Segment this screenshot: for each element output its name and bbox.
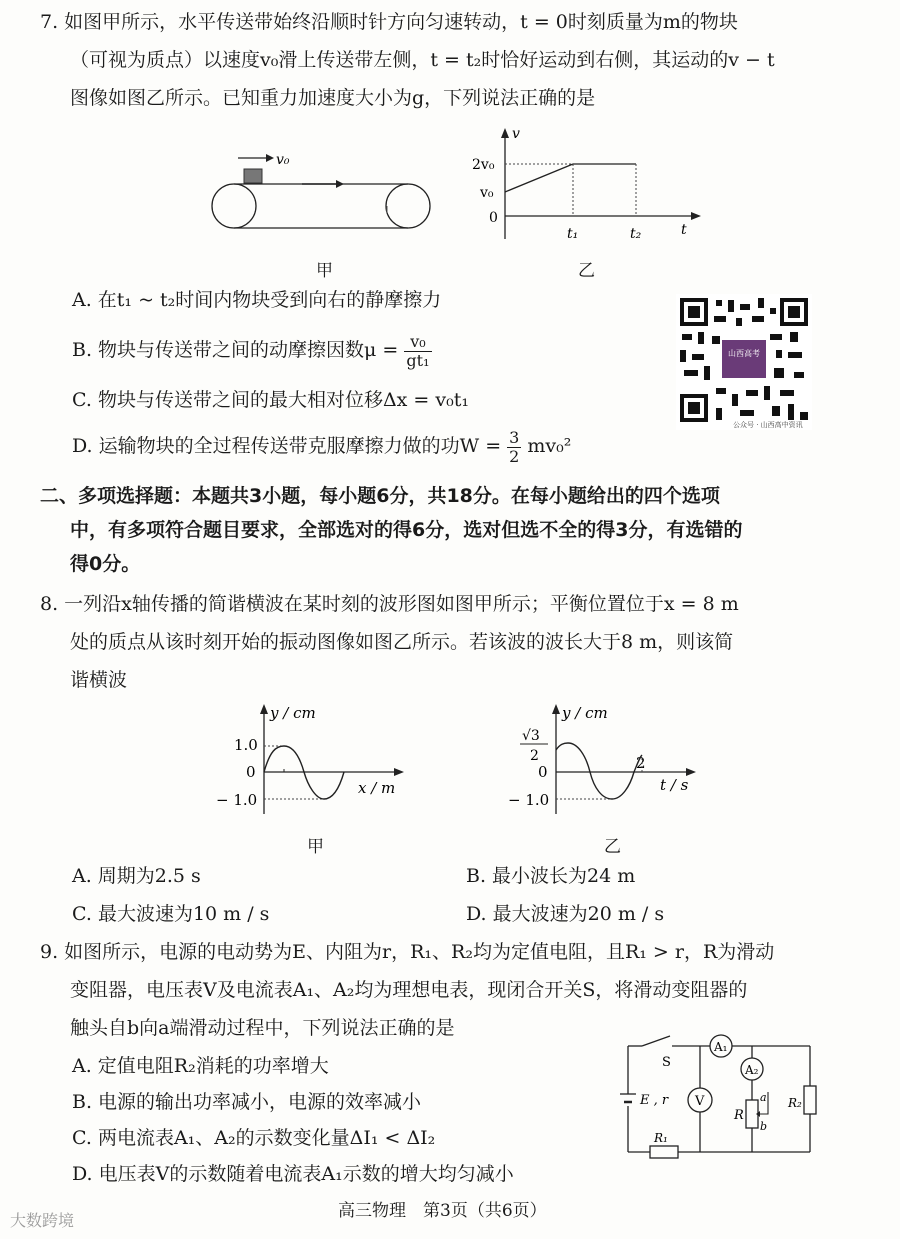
wave-y-pos-label: 1.0 xyxy=(234,736,258,754)
q9-stem-line3: 触头自b向a端滑动过程中，下列说法正确的是 xyxy=(70,1017,455,1039)
source-label: E , r xyxy=(640,1093,669,1108)
q8-fig-right-caption: 乙 xyxy=(604,837,621,857)
q7-option-a: A. 在t₁ ~ t₂时间内物块受到向右的静摩擦力 xyxy=(72,289,442,311)
q7-option-d-text: D. 运输物块的全过程传送带克服摩擦力做的功W = xyxy=(72,435,502,457)
section2-heading-line1: 二、多项选择题：本题共3小题，每小题6分，共18分。在每小题给出的四个选项 xyxy=(40,485,720,507)
q8-stem-line2: 处的质点从该时刻开始的振动图像如图乙所示。若该波的波长大于8 m，则该简 xyxy=(70,631,734,653)
qr-caption: 公众号 · 山西高中资讯 xyxy=(733,421,803,429)
q7-option-d-numerator: 3 xyxy=(509,427,520,447)
vibration-y-neg-label: − 1.0 xyxy=(508,791,550,809)
vibration-y-axis-label: y / cm xyxy=(562,704,608,722)
q7-fig-left-caption: 甲 xyxy=(316,261,333,281)
q9-option-b: B. 电源的输出功率减小，电源的效率减小 xyxy=(72,1091,422,1113)
wave-origin-label: 0 xyxy=(246,763,256,781)
block xyxy=(244,169,262,183)
q9-option-a: A. 定值电阻R₂消耗的功率增大 xyxy=(72,1055,329,1077)
v-axis-label: v xyxy=(512,126,520,142)
rheostat-label: R xyxy=(734,1108,744,1123)
q8-option-d: D. 最大波速为20 m / s xyxy=(466,903,665,925)
q9-option-c: C. 两电流表A₁、A₂的示数变化量ΔI₁ < ΔI₂ xyxy=(72,1127,436,1149)
resistor-r2 xyxy=(804,1086,816,1114)
q8-option-c: C. 最大波速为10 m / s xyxy=(72,903,270,925)
q7-option-c: C. 物块与传送带之间的最大相对位移Δx = v₀t₁ xyxy=(72,389,469,411)
terminal-b-label: b xyxy=(760,1120,768,1133)
right-roller xyxy=(386,184,430,228)
q9-stem-line1: 9. 如图所示，电源的电动势为E、内阻为r，R₁、R₂均为定值电阻，且R₁ > r，R为滑动 xyxy=(40,941,775,963)
t1-label: t₁ xyxy=(567,226,579,242)
vibration-x-axis-label: t / s xyxy=(660,776,689,794)
q9-stem-line2: 变阻器，电压表V及电流表A₁、A₂均为理想电表，现闭合开关S，将滑动变阻器的 xyxy=(70,979,748,1001)
q7-option-b xyxy=(72,330,432,370)
ammeter-a1-label: A₁ xyxy=(714,1040,728,1054)
q7-option-b-numerator: v₀ xyxy=(404,333,431,352)
q8-option-b: B. 最小波长为24 m xyxy=(466,865,636,887)
q8-stem-line1: 8. 一列沿x轴传播的简谐横波在某时刻的波形图如图甲所示；平衡位置位于x = 8 m xyxy=(40,593,739,615)
r2-label: R₂ xyxy=(788,1096,802,1110)
terminal-a-label: a xyxy=(760,1091,767,1104)
switch-label: S xyxy=(662,1055,671,1070)
wave-y-neg-label: − 1.0 xyxy=(216,791,258,809)
qr-center-logo xyxy=(722,340,766,378)
vibration-origin-label: 0 xyxy=(538,763,548,781)
y-2v0-label: 2v₀ xyxy=(472,157,495,173)
qr-center-text: 山西高考 xyxy=(728,349,760,358)
q7-option-d xyxy=(72,426,571,466)
q7-stem-line2: （可视为质点）以速度v₀滑上传送带左侧，t = t₂时恰好运动到右侧，其运动的v − t xyxy=(70,49,775,71)
q7-option-d-fraction xyxy=(507,429,521,466)
wave-x-axis-label: x / m xyxy=(358,779,396,797)
belt-v-label: v₀ xyxy=(276,152,290,168)
q7-option-b-text: B. 物块与传送带之间的动摩擦因数μ = xyxy=(72,339,399,361)
q7-option-d-denominator: 2 xyxy=(509,446,520,466)
y-v0-label: v₀ xyxy=(480,185,494,201)
q7-option-b-fraction xyxy=(404,333,431,370)
ammeter-a2-label: A₂ xyxy=(745,1063,759,1077)
qr-code xyxy=(676,294,812,430)
belt-direction-arrow xyxy=(336,180,344,188)
circuit-diagram xyxy=(606,1030,836,1165)
q7-fig-right-caption: 乙 xyxy=(578,261,595,281)
page-footer: 高三物理 第3页（共6页） xyxy=(338,1201,547,1221)
t2-label: t₂ xyxy=(630,226,642,242)
left-roller xyxy=(212,184,256,228)
resistor-r1 xyxy=(650,1146,678,1158)
vibration-t-mark: 2 xyxy=(636,754,646,772)
origin-label: 0 xyxy=(489,210,498,226)
q9-option-d: D. 电压表V的示数随着电流表A₁示数的增大均匀减小 xyxy=(72,1163,514,1185)
q8-stem-line3: 谐横波 xyxy=(70,669,128,691)
vt-graph xyxy=(470,124,710,254)
q7-option-d-suffix: mv₀² xyxy=(527,435,572,457)
vibration-y-pos-num: √3 xyxy=(522,728,540,744)
q8-fig-left-caption: 甲 xyxy=(307,837,324,857)
vibration-y-pos-den: 2 xyxy=(530,748,539,764)
r1-label: R₁ xyxy=(654,1131,668,1145)
vibration-graph xyxy=(504,696,704,826)
wave-graph xyxy=(212,696,412,826)
vt-accel-segment xyxy=(505,164,573,192)
watermark: 大数跨境 xyxy=(10,1211,75,1230)
q7-option-b-denominator: gt₁ xyxy=(406,350,430,370)
section2-heading-line3: 得0分。 xyxy=(70,553,141,575)
conveyor-belt-figure xyxy=(210,150,440,240)
q7-stem-line3: 图像如图乙所示。已知重力加速度大小为g，下列说法正确的是 xyxy=(70,87,596,109)
section2-heading-line2: 中，有多项符合题目要求，全部选对的得6分，选对但选不全的得3分，有选错的 xyxy=(70,519,743,541)
q8-option-a: A. 周期为2.5 s xyxy=(72,865,201,887)
battery xyxy=(620,1094,636,1102)
t-axis-label: t xyxy=(681,222,687,238)
voltmeter-label: V xyxy=(695,1094,705,1109)
wave-y-axis-label: y / cm xyxy=(270,704,316,722)
vibration-curve xyxy=(556,743,642,799)
q7-stem-line1: 7. 如图甲所示，水平传送带始终沿顺时针方向匀速转动，t = 0时刻质量为m的物块 xyxy=(40,11,738,33)
